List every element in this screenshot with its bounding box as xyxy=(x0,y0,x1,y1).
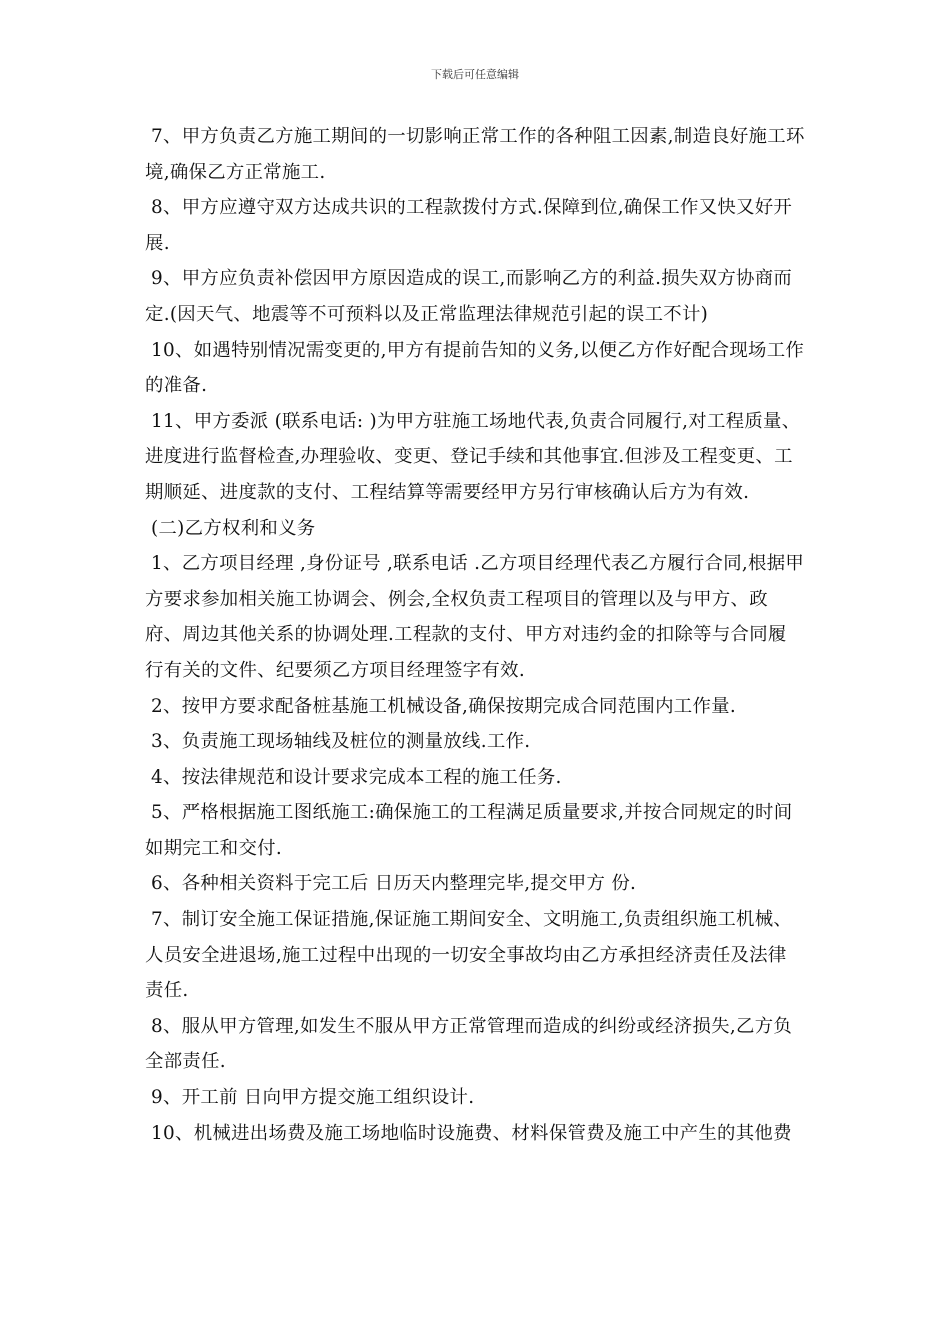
paragraph: 10、机械进出场费及施工场地临时设施费、材料保管费及施工中产生的其他费 xyxy=(151,1122,792,1144)
paragraph: 7、制订安全施工保证措施,保证施工期间安全、文明施工,负责组织施工机械、人员安全进退场,施工过程中出现的一切安全事故均由乙方承担经济责任及法律责任. xyxy=(145,909,793,1002)
paragraph: 3、负责施工现场轴线及桩位的测量放线.工作. xyxy=(151,731,531,753)
paragraph: 10、如遇特别情况需变更的,甲方有提前告知的义务,以便乙方作好配合现场工作的准备. xyxy=(145,339,805,397)
paragraph: 2、按甲方要求配备桩基施工机械设备,确保按期完成合同范围内工作量. xyxy=(151,695,737,717)
paragraph: 1、乙方项目经理 ,身份证号 ,联系电话 .乙方项目经理代表乙方履行合同,根据甲方要求参加相关施工协调会、例会,全权负责工程项目的管理以及与甲方、政府、周边其他关系的协调处理.工程款的支付、甲方对违约金的扣除等与合同履行有关的文件、纪要须乙方项目经理签字有效. xyxy=(145,553,805,681)
paragraph: 8、甲方应遵守双方达成共识的工程款拨付方式.保障到位,确保工作又快又好开展. xyxy=(145,197,793,254)
paragraph: 5、严格根据施工图纸施工:确保施工的工程满足质量要求,并按合同规定的时间如期完工和交付. xyxy=(145,802,793,859)
section-heading: (二)乙方权利和义务 xyxy=(151,517,316,539)
paragraph: 9、开工前 日向甲方提交施工组织设计. xyxy=(151,1087,475,1109)
paragraph: 9、甲方应负责补偿因甲方原因造成的误工,而影响乙方的利益.损失双方协商而定.(因天气、地震等不可预料以及正常监理法律规范引起的误工不计) xyxy=(145,268,793,325)
paragraph: 11、甲方委派 (联系电话: )为甲方驻施工场地代表,负责合同履行,对工程质量、进度进行监督检查,办理验收、变更、登记手续和其他事宜.但涉及工程变更、工期顺延、进度款的支付、工程结算等需要经甲方另行审核确认后方为有效. xyxy=(145,410,801,503)
page-header: 下载后可任意编辑 xyxy=(431,68,519,81)
paragraph: 7、甲方负责乙方施工期间的一切影响正常工作的各种阻工因素,制造良好施工环境,确保乙方正常施工. xyxy=(145,126,805,183)
paragraph: 4、按法律规范和设计要求完成本工程的施工任务. xyxy=(151,766,562,788)
paragraph: 8、服从甲方管理,如发生不服从甲方正常管理而造成的纠纷或经济损失,乙方负全部责任. xyxy=(145,1015,793,1073)
paragraph: 6、各种相关资料于完工后 日历天内整理完毕,提交甲方 份. xyxy=(151,873,637,895)
document-body xyxy=(145,119,805,1151)
